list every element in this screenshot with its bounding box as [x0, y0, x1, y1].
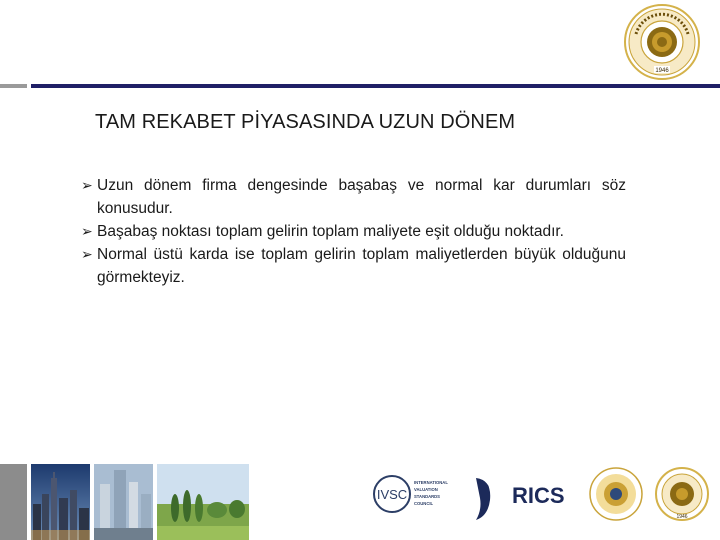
bullet-item: [81, 174, 626, 220]
bullet-text: Başabaş noktası toplam gelirin toplam maliyete eşit olduğu noktadır.: [97, 223, 564, 240]
svg-text:STANDARDS: STANDARDS: [414, 494, 440, 499]
city-towers-photo: [94, 464, 153, 540]
svg-text:COUNCIL: COUNCIL: [414, 501, 434, 506]
city-skyline-photo: [31, 464, 90, 540]
partner-logos: [364, 464, 720, 540]
header-rule-accent: [0, 84, 27, 88]
header-rule: [31, 84, 720, 88]
university-seal-2: [590, 468, 642, 520]
svg-text:VALUATION: VALUATION: [414, 487, 438, 492]
bullet-list: [81, 174, 626, 289]
svg-text:INTERNATIONAL: INTERNATIONAL: [414, 480, 448, 485]
seal-year-footer: 1946: [676, 514, 688, 520]
bullet-text: Normal üstü karda ise toplam gelirin toplam maliyetlerden büyük olduğunu görmekteyiz.: [97, 246, 626, 286]
arrow-bullet-icon: ➢: [81, 223, 93, 239]
arrow-bullet-icon: ➢: [81, 177, 93, 193]
rics-logo: [476, 478, 565, 520]
countryside-photo: [157, 464, 249, 540]
bullet-item: [81, 220, 626, 243]
university-seal-logo: [624, 4, 700, 80]
ivsc-mark: IVSC: [376, 487, 408, 502]
arrow-bullet-icon: ➢: [81, 246, 93, 262]
bullet-text: Uzun dönem firma dengesinde başabaş ve normal kar durumları söz konusudur.: [97, 177, 626, 217]
university-seal-3: [656, 468, 708, 520]
footer-accent-bar: [0, 464, 27, 540]
rics-mark: RICS: [512, 483, 565, 508]
bullet-item: [81, 243, 626, 289]
seal-year: 1946: [655, 68, 669, 74]
ivsc-logo: [374, 476, 448, 512]
slide-title: TAM REKABET PİYASASINDA UZUN DÖNEM: [95, 111, 516, 133]
